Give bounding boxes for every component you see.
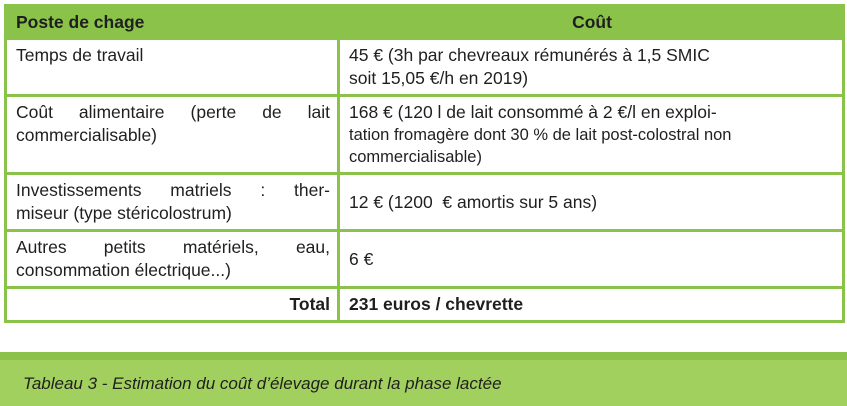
row-value-temps bbox=[339, 39, 844, 96]
row-label-line: consommation électrique...) bbox=[16, 260, 231, 280]
row-value-line: 12 € (1200 € amortis sur 5 ans) bbox=[349, 191, 598, 212]
table-row bbox=[6, 96, 844, 174]
row-label-temps bbox=[6, 39, 339, 96]
row-value-alimentaire bbox=[339, 96, 844, 174]
row-label-autres bbox=[6, 231, 339, 288]
table-header-row bbox=[6, 6, 844, 39]
table-row bbox=[6, 174, 844, 231]
header-cout: Coût bbox=[339, 6, 844, 39]
row-label-line: Autres petits matériels, eau, bbox=[16, 237, 330, 257]
table-caption: Tableau 3 - Estimation du coût d’élevage durant la phase lactée bbox=[23, 374, 502, 393]
total-label: Total bbox=[6, 288, 339, 322]
row-value-autres bbox=[339, 231, 844, 288]
caption-bar bbox=[0, 352, 847, 406]
row-value-line: commercialisable) bbox=[349, 148, 482, 166]
row-label-line: commercialisable) bbox=[16, 125, 158, 145]
row-label-line: Investissements matriels : ther- bbox=[16, 180, 330, 200]
table-row bbox=[6, 39, 844, 96]
row-label-line: Coût alimentaire (perte de lait bbox=[16, 102, 330, 122]
cost-table bbox=[4, 4, 845, 323]
header-poste: Poste de chage bbox=[6, 6, 339, 39]
row-value-investissements bbox=[339, 174, 844, 231]
row-value-line: 6 € bbox=[349, 248, 374, 269]
table-row bbox=[6, 231, 844, 288]
row-value-line: tation fromagère dont 30 % de lait post-colostral non bbox=[349, 126, 732, 144]
row-value-line: 45 € (3h par chevreaux rémunérés à 1,5 SMIC bbox=[349, 45, 710, 65]
row-label-investissements bbox=[6, 174, 339, 231]
row-label-line: Temps de travail bbox=[16, 45, 144, 65]
row-label-line: miseur (type stéricolostrum) bbox=[16, 203, 232, 223]
row-label-alimentaire bbox=[6, 96, 339, 174]
row-value-line: soit 15,05 €/h en 2019) bbox=[349, 68, 529, 88]
row-value-line: 168 € (120 l de lait consommé à 2 €/l en exploi- bbox=[349, 102, 717, 122]
total-value: 231 euros / chevrette bbox=[339, 288, 844, 322]
caption-panel bbox=[0, 360, 847, 406]
table-total-row bbox=[6, 288, 844, 322]
